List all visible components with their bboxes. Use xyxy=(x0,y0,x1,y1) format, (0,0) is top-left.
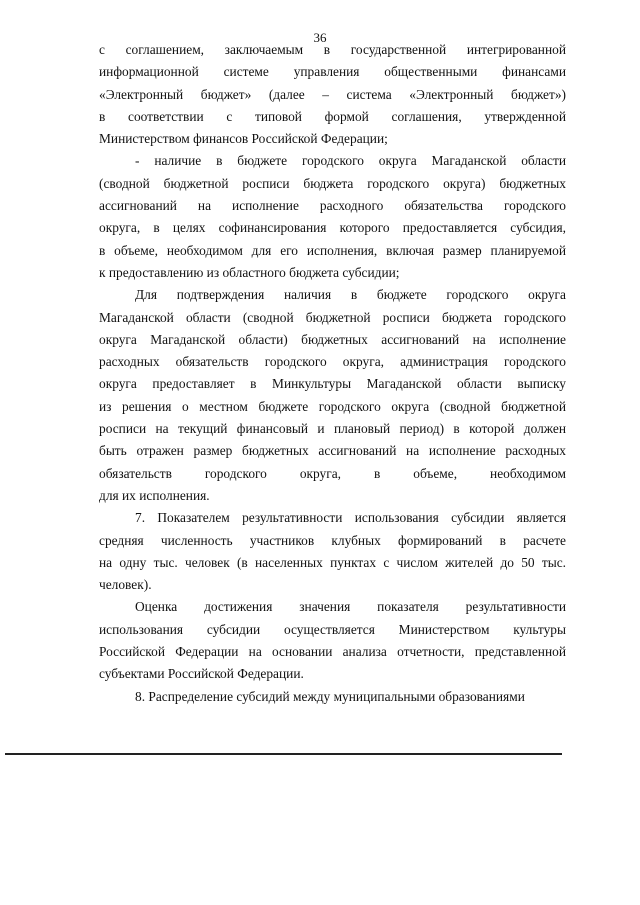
text-line: в объеме, необходимом для его исполнения, включая размер планируемой xyxy=(99,242,566,258)
text-line: для их исполнения. xyxy=(99,487,210,503)
text-line: информационной системе управления общественными финансами xyxy=(99,64,566,80)
text-line: 7. Показателем результативности использования субсидии является xyxy=(135,510,566,526)
text-line: средняя численность участников клубных формирований в расчете xyxy=(99,532,566,548)
text-line: к предоставлению из областного бюджета субсидии; xyxy=(99,264,400,280)
text-line: росписи на текущий финансовый и плановый период) в которой должен xyxy=(99,421,566,437)
text-line: с соглашением, заключаемым в государственной интегрированной xyxy=(99,42,566,57)
text-line: Магаданской области (сводной бюджетной росписи бюджета городского xyxy=(99,309,566,325)
text-line: Для подтверждения наличия в бюджете городского округа xyxy=(135,287,566,303)
text-line: Российской Федерации на основании анализа отчетности, представленной xyxy=(99,644,566,660)
text-line: быть отражен размер бюджетных ассигнований на исполнение расходных xyxy=(99,443,566,459)
document-body xyxy=(99,39,566,708)
text-line: человек). xyxy=(99,577,152,593)
page-number: 36 xyxy=(313,30,327,45)
text-line: Оценка достижения значения показателя результативности xyxy=(135,599,566,615)
text-line: округа предоставляет в Минкультуры Магаданской области выписку xyxy=(99,376,566,392)
text-line: на одну тыс. человек (в населенных пунктах с числом жителей до 50 тыс. xyxy=(99,554,566,570)
text-line: «Электронный бюджет» (далее – система «Электронный бюджет») xyxy=(99,86,566,102)
text-line: обязательств городского округа, в объеме, необходимом xyxy=(99,465,566,481)
bottom-divider xyxy=(5,753,562,755)
text-line: округа, в целях софинансирования которого предоставляется субсидия, xyxy=(99,220,566,236)
text-line: расходных обязательств городского округа, администрация городского xyxy=(99,354,566,370)
text-line: Министерством финансов Российской Федерации; xyxy=(99,131,388,147)
text-line: округа Магаданской области) бюджетных ассигнований на исполнение xyxy=(99,331,566,347)
text-line: - наличие в бюджете городского округа Магаданской области xyxy=(135,153,566,169)
text-line: 8. Распределение субсидий между муниципальными образованиями xyxy=(135,688,525,704)
text-line: в соответствии с типовой формой соглашения, утвержденной xyxy=(99,108,566,124)
text-line: субъектами Российской Федерации. xyxy=(99,666,304,682)
text-line: ассигнований на исполнение расходного обязательства городского xyxy=(99,198,566,214)
text-line: использования субсидии осуществляется Министерством культуры xyxy=(99,621,566,637)
text-line: из решения о местном бюджете городского округа (сводной бюджетной xyxy=(99,398,566,414)
text-line: (сводной бюджетной росписи бюджета городского округа) бюджетных xyxy=(99,175,566,191)
